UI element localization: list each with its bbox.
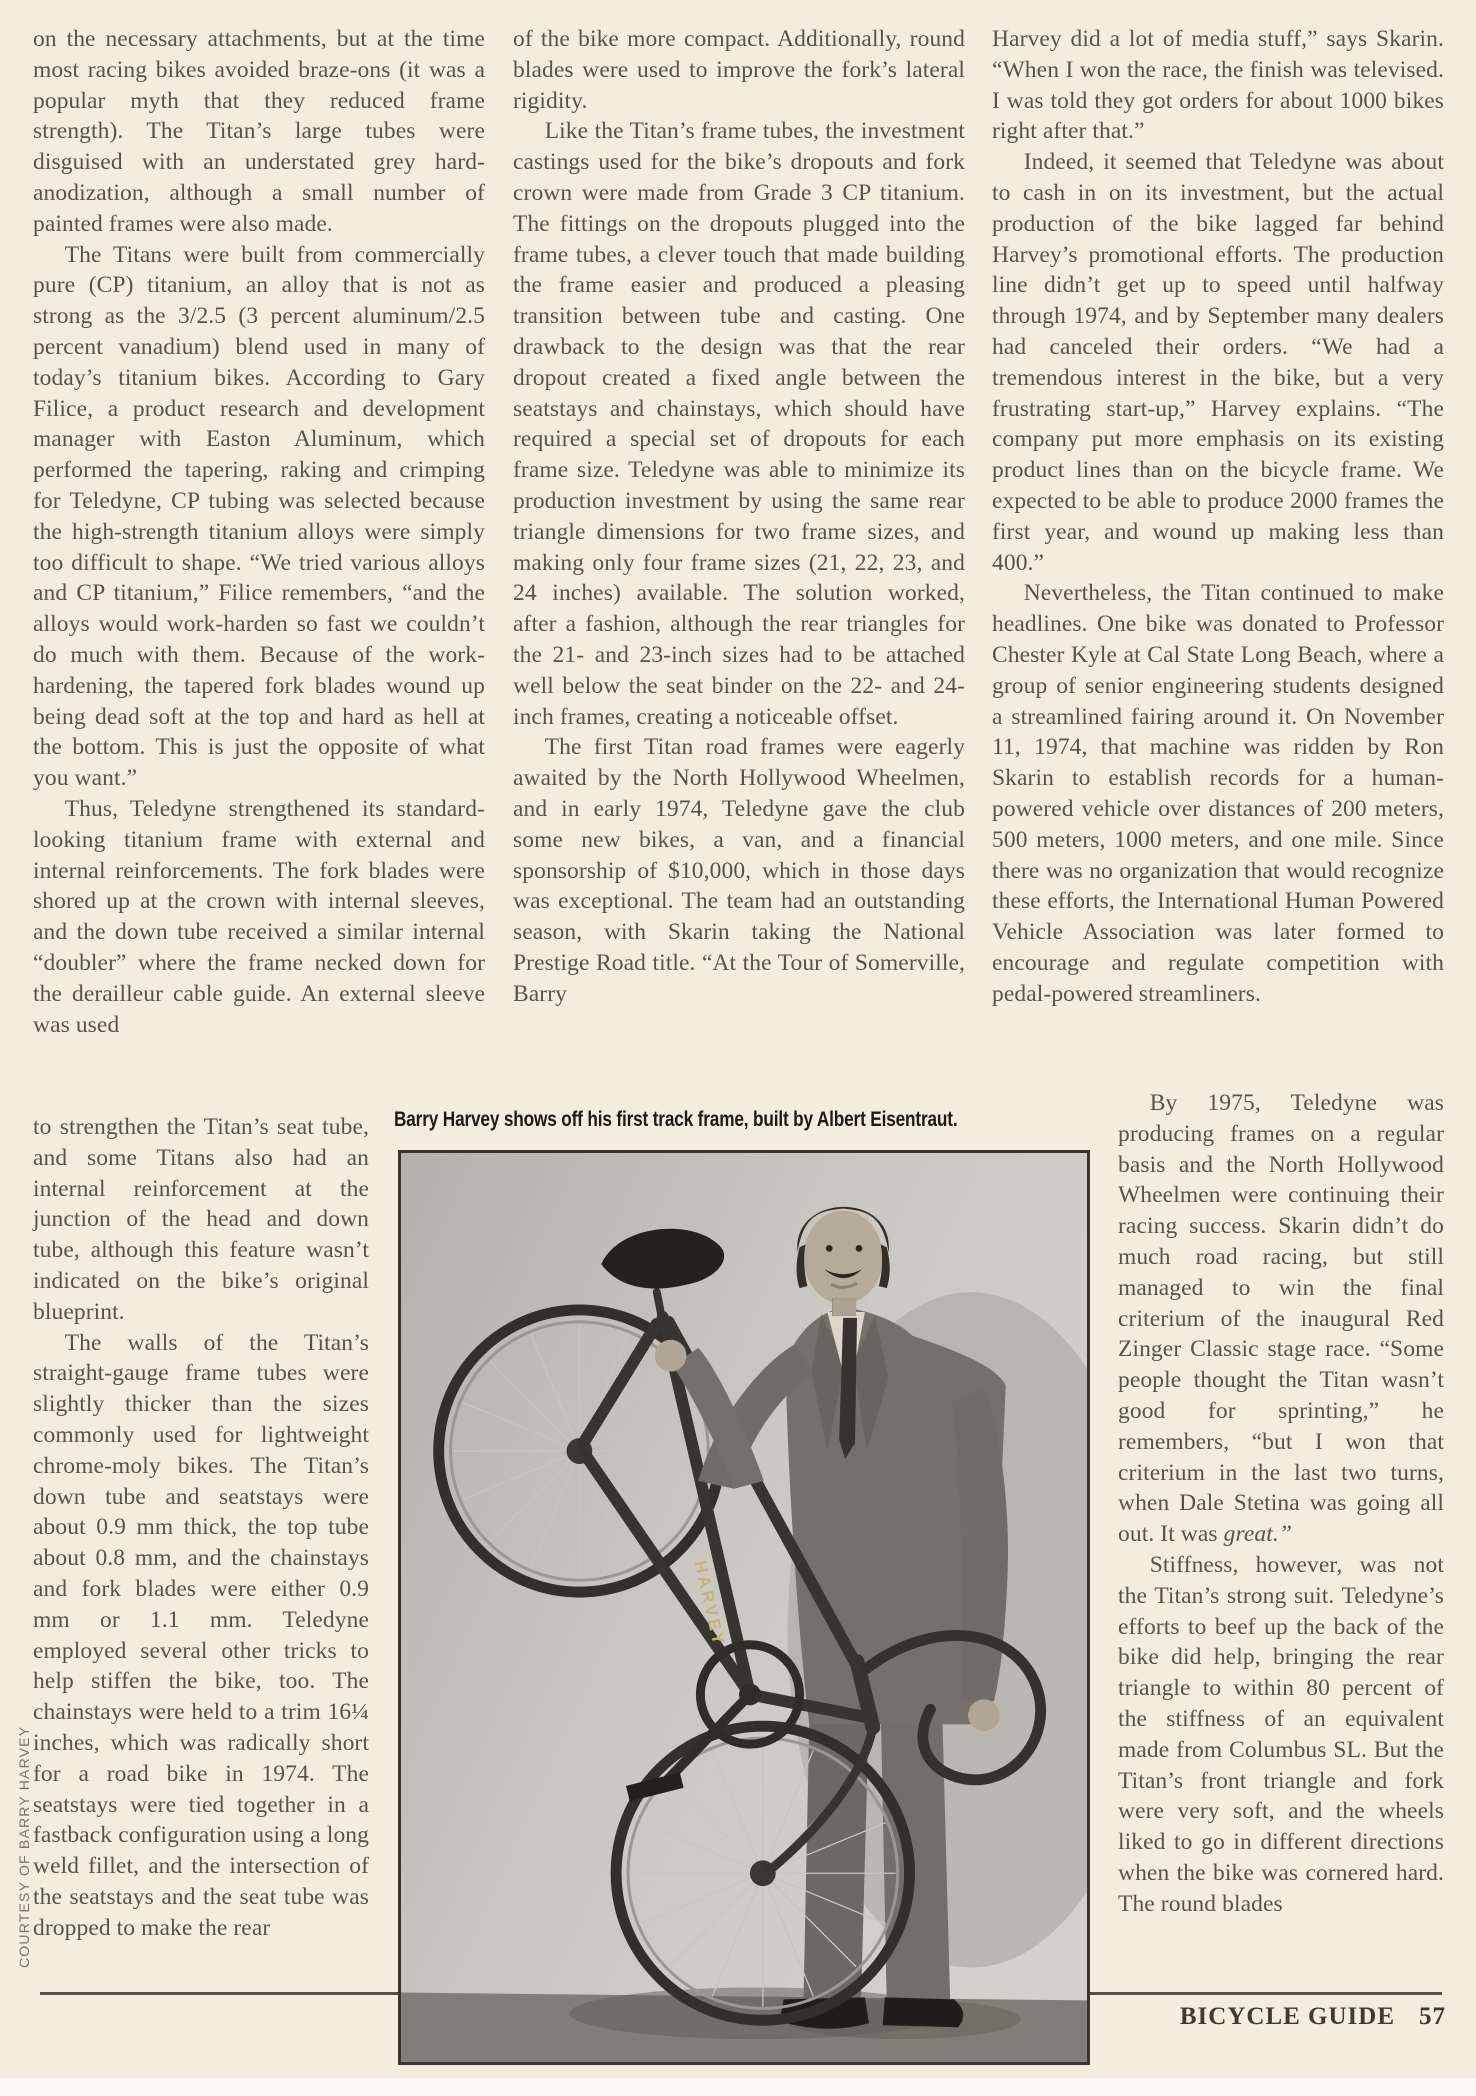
article-paragraph: The walls of the Titan’s straight-gauge frame tubes were slightly thicker than the sizes commonly used for lightweight chrome-moly bikes. The Titan’s down tube and seatstays were about 0.9 mm thick, the top tube about 0.8 mm, and the chainstays and fork blades were either 0.9 mm or 1.1 mm. Teledyne employed several other tricks to help stiffen the bike, too. The chainstays were held to a trim 16¼ inches, which was radically short for a road bike in 1974. The seatstays were tied together in a fastback configuration using a long weld fillet, and the intersection of the seatstays and the seat tube was dropped to make the rear xyxy=(33,1329,369,1941)
article-paragraph: Indeed, it seemed that Teledyne was about to cash in on its investment, but the actual production of the bike lagged far behind Harvey’s promotional efforts. The production line didn’t get up to speed until halfway through 1974, and by September many dealers had canceled their orders. “We had a tremendous interest in the bike, but a very frustrating start-up,” Harvey explains. “The company put more emphasis on its existing product lines than on the bicycle frame. We expected to be able to produce 2000 frames the first year, and wound up making less than 400.” xyxy=(992,149,1444,576)
article-paragraph: Harvey did a lot of media stuff,” says Skarin. “When I won the race, the finish was televised. I was told they got orders for about 1000 bikes right after that.” xyxy=(992,26,1444,145)
photo-illustration xyxy=(401,1153,1087,2062)
article-paragraph: to strengthen the Titan’s seat tube, and some Titans also had an internal reinforcement at the junction of the head and down tube, although this feature wasn’t indicated on the bike’s original blueprint. xyxy=(33,1114,369,1325)
article-paragraph: on the necessary attachments, but at the time most racing bikes avoided braze-ons (it was a popular myth that they reduced frame strength). The Titan’s large tubes were disguised with an understated grey hard-anodization, although a small number of painted frames were also made. xyxy=(33,26,485,237)
italic-word: great.” xyxy=(1223,1521,1293,1548)
article-column-left-top xyxy=(33,24,485,1040)
footer-magazine-title: BICYCLE GUIDE xyxy=(1179,2003,1395,2030)
shoe xyxy=(883,1997,963,2027)
photo-caption: Barry Harvey shows off his first track frame, built by Albert Eisentraut. xyxy=(394,1108,958,1131)
article-paragraph xyxy=(1118,1088,1444,1550)
article-paragraph: Like the Titan’s frame tubes, the investment castings used for the bike’s dropouts and fork crown were made from Grade 3 CP titanium. The fittings on the dropouts plugged into the frame tubes, a clever touch that made building the frame easier and produced a pleasing transition between tube and casting. One drawback to the design was that the rear dropout created a fixed angle between the seatstays and chainstays, which should have required a special set of dropouts for each frame size. Teledyne was able to minimize its production investment by using the same rear triangle dimensions for two frame sizes, and making only four frame sizes (21, 22, 23, and 24 inches) available. The solution worked, after a fashion, although the rear triangles for the 21- and 23-inch sizes had to be attached well below the seat binder on the 22- and 24-inch frames, creating a noticeable offset. xyxy=(513,118,965,730)
article-paragraph: The first Titan road frames were eagerly awaited by the North Hollywood Wheelmen, and in early 1974, Teledyne gave the club some new bikes, a van, and a financial sponsorship of $10,000, which in those days was exceptional. The team had an outstanding season, with Skarin taking the National Prestige Road title. “At the Tour of Somerville, Barry xyxy=(513,734,965,1007)
neck xyxy=(832,1298,856,1316)
photo-credit-vertical: COURTESY OF BARRY HARVEY xyxy=(16,1725,32,1968)
eye xyxy=(826,1245,833,1252)
hand xyxy=(655,1340,687,1372)
article-paragraph: of the bike more compact. Additionally, round blades were used to improve the fork’s lateral rigidity. xyxy=(513,26,965,114)
footer-page-number: 57 xyxy=(1419,2003,1446,2030)
article-column-left-bottom xyxy=(33,1112,369,1944)
scan-edge-strip xyxy=(0,2078,1476,2096)
paragraph-text: By 1975, Teledyne was producing frames on a regular basis and the North Hollywood Wheelmen were continuing their racing success. Skarin didn’t do much road racing, but still managed to win the final criterium of the inaugural Red Zinger Classic stage race. “Some people thought the Titan wasn’t good for sprinting,” he remembers, “but I won that criterium in the last two turns, when Dale Stetina was going all out. It was xyxy=(1118,1090,1444,1548)
hand xyxy=(968,1699,1000,1731)
eye xyxy=(856,1245,863,1252)
article-column-right-bottom xyxy=(1118,1088,1444,1920)
article-column-middle xyxy=(513,24,965,1010)
article-paragraph: The Titans were built from commercially pure (CP) titanium, an alloy that is not as strong as the 3/2.5 (3 percent aluminum/2.5 percent vanadium) blend used in many of today’s titanium bikes. According to Gary Filice, a product research and development manager with Easton Aluminum, which performed the tapering, raking and crimping for Teledyne, CP tubing was selected because the high-strength titanium alloys were simply too difficult to shape. “We tried various alloys and CP titanium,” Filice remembers, “and the alloys would work-harden so fast we couldn’t do much with them. Because of the work-hardening, the tapered fork blades wound up being dead soft at the top and hard as hell at the bottom. This is just the opposite of what you want.” xyxy=(33,241,485,792)
article-paragraph: Stiffness, however, was not the Titan’s strong suit. Teledyne’s efforts to beef up the back of the bike did help, bringing the rear triangle to within 80 percent of the stiffness of an equivalent made from Columbus SL. But the Titan’s front triangle and fork were very soft, and the wheels liked to go in different directions when the bike was cornered hard. The round blades xyxy=(1118,1551,1444,1917)
trouser-leg xyxy=(881,1714,950,2001)
photo-barry-harvey xyxy=(398,1150,1090,2065)
article-paragraph: Thus, Teledyne strengthened its standard-looking titanium frame with external and internal reinforcements. The fork blades were shored up at the crown with internal sleeves, and the down tube received a similar internal “doubler” where the frame necked down for the derailleur cable guide. An external sleeve was used xyxy=(33,795,485,1038)
front-wheel xyxy=(616,1726,909,2020)
face xyxy=(803,1211,882,1304)
article-paragraph: Nevertheless, the Titan continued to make headlines. One bike was donated to Professor Chester Kyle at Cal State Long Beach, where a group of senior engineering students designed a streamlined fairing around it. On November 11, 1974, that machine was ridden by Ron Skarin to establish records for a human-powered vehicle over distances of 200 meters, 500 meters, 1000 meters, and one mile. Since there was no organization that would recognize these efforts, the International Human Powered Vehicle Association was later formed to encourage and regulate competition with pedal-powered streamliners. xyxy=(992,580,1444,1007)
frame-label: HARVEY xyxy=(690,1558,729,1649)
article-column-right-top xyxy=(992,24,1444,1010)
